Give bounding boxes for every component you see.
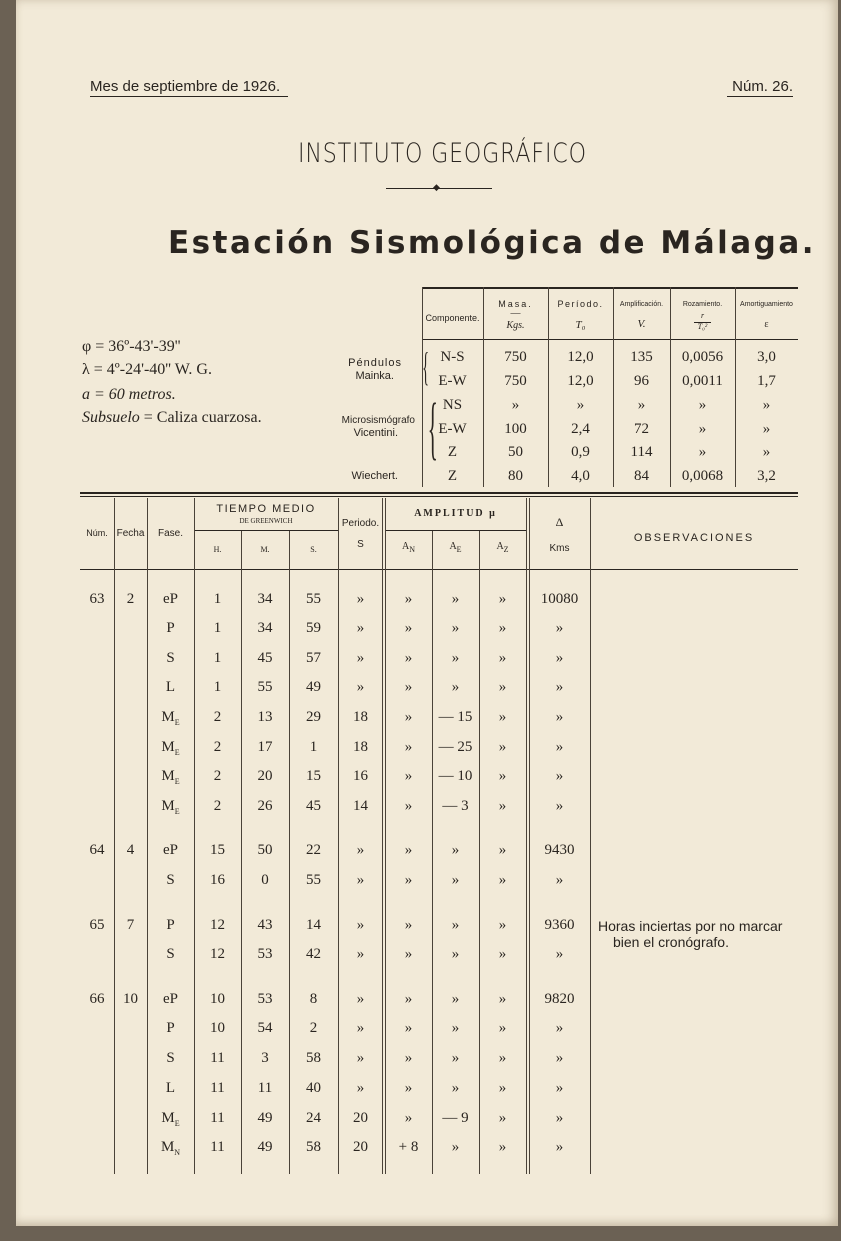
cell-per: » [356,872,365,888]
cell-per: 18 [353,739,368,755]
inst-cell-roz: » [698,397,707,413]
cell-m: 43 [257,917,273,933]
cell-s: 58 [306,1139,321,1155]
phase-label: eP [163,991,178,1007]
head-az [479,541,526,554]
phase-label: P [166,917,175,933]
instruments-top-rule [422,287,798,289]
inst-cell-ampl: 72 [634,421,649,437]
cell-an: » [404,650,413,666]
inst-cell-masa: 50 [508,444,523,460]
cell-h: 10 [210,991,225,1007]
cell-fecha: 4 [126,842,135,858]
phase-label: S [166,946,175,962]
cell-s: 15 [306,768,321,784]
group-wiechert: Wiechert. [351,470,398,482]
cell-s: 24 [306,1110,321,1126]
inst-head-ampl-sym: V. [637,318,646,330]
cell-per: 20 [353,1139,368,1155]
inst-cell-amort: » [762,444,771,460]
cell-delta: » [555,1050,564,1066]
cell-m: 13 [257,709,273,725]
cell-fase [147,872,194,889]
phase-label: M [160,1139,175,1155]
cell-ae: » [451,1050,460,1066]
observation-line1: Horas inciertas por no marcar [598,918,783,934]
cell-per: » [356,917,365,933]
cell-per: » [356,1020,365,1036]
longitude: λ = 4º-24'-40'' W. G. [82,361,212,378]
inst-cell-ampl: 96 [634,373,649,389]
cell-num: 64 [89,842,105,858]
phase-subscript: E [174,777,180,786]
cell-an: » [404,842,413,858]
cell-h: 2 [213,798,222,814]
cell-delta: 9360 [544,917,575,933]
cell-s: 55 [306,591,321,607]
cell-num: 63 [89,591,105,607]
cell-m: 20 [257,768,273,784]
group-pendulos: Péndulos [348,357,402,369]
cell-az: » [498,650,507,666]
cell-m: 49 [257,1110,273,1126]
cell-h: 2 [213,709,222,725]
cell-per: » [356,679,365,695]
cell-h: 2 [213,739,222,755]
cell-s: 45 [306,798,321,814]
cell-az: » [498,620,507,636]
cell-an: » [404,872,413,888]
head-m: M. [260,545,270,554]
head-ae-sub: E [456,545,462,554]
inst-cell-periodo: 2,4 [571,421,590,437]
cell-h: 1 [213,679,222,695]
cell-ae: » [451,1139,460,1155]
inst-cell-ampl: 84 [634,468,649,484]
inst-head-periodo: Período. [557,299,604,309]
cell-s: 1 [309,739,318,755]
cell-per: 16 [353,768,368,784]
cell-delta: » [555,1139,564,1155]
cell-m: 54 [257,1020,273,1036]
cell-an: » [404,768,413,784]
inst-cell-masa: 750 [504,349,527,365]
head-num: Núm. [86,528,108,538]
cell-h: 1 [213,591,222,607]
inst-cell-componente: E-W [438,373,467,389]
cell-s: 42 [306,946,321,962]
cell-m: 3 [261,1050,269,1066]
cell-delta: » [555,650,564,666]
cell-h: 11 [210,1080,225,1096]
cell-az: » [498,768,507,784]
cell-m: 55 [257,679,273,695]
cell-m: 34 [257,620,273,636]
cell-an: + 8 [398,1139,419,1155]
main-top-rule-thin [80,496,798,497]
phase-label: M [161,1110,175,1126]
tiempo-sub-rule [194,530,338,531]
inst-head-periodo-sym: T₀ [575,319,586,331]
cell-ae: » [451,679,460,695]
cell-s: 58 [306,1050,321,1066]
inst-head-masa-unit: Kgs. [506,320,525,331]
head-an-letter: A [401,541,410,552]
cell-per: » [356,1050,365,1066]
inst-head-masa-dash: — [510,308,521,319]
cell-s: 8 [309,991,318,1007]
cell-per: » [356,591,365,607]
phase-label: P [166,1020,175,1036]
cell-an: » [404,798,413,814]
cell-fase [147,798,194,816]
inst-cell-componente: N-S [440,349,465,365]
head-ae-letter: A [449,541,457,552]
phase-label: L [165,1080,176,1096]
cell-delta: » [555,739,564,755]
cell-delta: » [555,946,564,962]
subsoil [82,409,262,427]
cell-ae: » [451,842,460,858]
cell-an: » [404,1050,413,1066]
cell-az: » [498,1050,507,1066]
institute-title: INSTITUTO GEOGRÁFICO [298,138,587,169]
cell-s: 29 [306,709,321,725]
head-fecha: Fecha [116,528,145,539]
cell-fase [147,591,194,608]
head-h: H. [213,545,222,554]
cell-s: 22 [306,842,321,858]
inst-cell-periodo: 12,0 [567,373,594,389]
cell-delta: » [555,1110,564,1126]
head-periodo-s: S [357,539,364,550]
cell-fase [147,946,194,963]
phase-subscript: N [174,1148,181,1157]
cell-h: 1 [213,650,222,666]
cell-s: 55 [306,872,321,888]
inst-cell-ampl: 114 [630,444,653,460]
inst-cell-amort: 3,0 [757,349,776,365]
divider-ornament: ◆ [433,182,440,192]
cell-m: 49 [257,1139,273,1155]
cell-fase [147,679,194,696]
cell-ae: » [451,1020,460,1036]
cell-az: » [498,917,507,933]
cell-az: » [498,591,507,607]
cell-per: 14 [353,798,368,814]
cell-fase [147,1050,194,1067]
cell-delta: » [555,872,564,888]
inst-head-roz: Rozamiento. [682,301,723,308]
cell-az: » [498,679,507,695]
phase-label: S [166,650,175,666]
inst-cell-roz: 0,0068 [681,468,724,484]
cell-an: » [404,620,413,636]
head-tiempo: TIEMPO MEDIO [216,503,316,515]
cell-ae: — 25 [438,739,473,755]
inst-cell-roz: » [698,421,707,437]
cell-fase [147,650,194,667]
cell-m: 45 [257,650,273,666]
inst-cell-componente: Z [447,444,458,460]
phase-label: M [161,739,175,755]
cell-h: 16 [210,872,225,888]
cell-ae: — 3 [442,798,469,814]
main-vline [526,498,527,1174]
cell-ae: — 9 [442,1110,469,1126]
cell-num: 65 [89,917,105,933]
instruments-header-rule [422,339,798,340]
cell-s: 59 [306,620,321,636]
inst-cell-masa: » [511,397,520,413]
cell-fase [147,1080,194,1097]
cell-delta: » [555,798,564,814]
inst-cell-periodo: » [576,397,585,413]
cell-az: » [498,842,507,858]
cell-ae: » [451,650,460,666]
head-ae [432,541,479,554]
cell-az: » [498,1020,507,1036]
cell-s: 57 [306,650,321,666]
cell-h: 12 [210,917,225,933]
cell-az: » [498,1139,507,1155]
head-az-sub: Z [503,545,509,554]
inst-cell-periodo: 0,9 [571,444,590,460]
phase-label: S [166,1050,175,1066]
cell-az: » [498,739,507,755]
phase-label: eP [163,842,178,858]
cell-m: 26 [257,798,273,814]
cell-fase [147,991,194,1008]
cell-az: » [498,991,507,1007]
cell-delta: 9430 [544,842,575,858]
group-vicentini: Vicentini. [353,427,398,439]
cell-fase [147,768,194,786]
main-header-rule [80,569,798,570]
cell-an: » [404,991,413,1007]
inst-cell-componente: E-W [438,421,467,437]
cell-ae: — 10 [438,768,473,784]
issue-number: Núm. 26. [727,78,793,97]
inst-cell-roz: 0,0056 [681,349,724,365]
inst-head-roz-den: T₀² [697,322,708,331]
altitude: a = 60 metros. [82,386,176,403]
inst-cell-masa: 750 [504,373,527,389]
cell-fecha: 2 [126,591,135,607]
inst-head-ampl: Amplificación. [619,301,664,308]
phase-subscript: E [174,1119,180,1128]
inst-cell-componente: Z [447,468,458,484]
cell-h: 11 [210,1139,225,1155]
inst-head-roz-num: r [700,311,705,320]
cell-s: 49 [306,679,321,695]
cell-delta: » [555,679,564,695]
cell-delta: » [555,620,564,636]
inst-cell-amort: » [762,421,771,437]
cell-an: » [404,591,413,607]
cell-per: » [356,650,365,666]
cell-s: 40 [306,1080,321,1096]
amplitud-sub-rule [386,530,526,531]
head-greenwich: DE GREENWICH [239,517,293,525]
cell-delta: » [555,709,564,725]
cell-fecha: 7 [126,917,135,933]
inst-cell-ampl: » [637,397,646,413]
cell-per: » [356,946,365,962]
cell-fase [147,842,194,859]
inst-head-amort: Amortiguamiento [740,301,793,308]
inst-cell-amort: 1,7 [757,373,776,389]
cell-h: 10 [210,1020,225,1036]
subsoil-value: = Caliza cuarzosa. [139,409,262,426]
cell-h: 11 [210,1050,225,1066]
cell-h: 12 [210,946,225,962]
phase-label: P [166,620,175,636]
cell-m: 53 [257,946,273,962]
cell-ae: » [451,917,460,933]
cell-an: » [404,1080,413,1096]
inst-cell-roz: » [698,444,707,460]
cell-num: 66 [89,991,105,1007]
cell-az: » [498,709,507,725]
group-mainka: Mainka. [355,370,394,382]
cell-per: » [356,620,365,636]
cell-ae: » [451,620,460,636]
inst-cell-masa: 100 [504,421,527,437]
inst-cell-ampl: 135 [630,349,653,365]
inst-head-amort-sym: ε [764,319,769,330]
cell-ae: » [451,946,460,962]
cell-per: » [356,991,365,1007]
cell-ae: » [451,1080,460,1096]
phase-subscript: E [174,807,180,816]
month-header: Mes de septiembre de 1926. [90,78,288,97]
main-vline [590,498,591,1174]
phase-label: M [161,768,175,784]
cell-fase [147,1020,194,1037]
head-fase: Fase. [157,528,183,539]
cell-fecha: 10 [123,991,138,1007]
group-microsismografo: Microsismógrafo [341,415,415,426]
cell-per: » [356,842,365,858]
inst-cell-roz: 0,0011 [682,373,723,389]
cell-an: » [404,739,413,755]
group-brace: { [427,390,438,467]
inst-head-componente: Componente. [425,313,480,323]
head-amplitud: AMPLITUD μ [414,508,497,519]
head-az-letter: A [496,541,504,552]
cell-fase [147,917,194,934]
cell-h: 11 [210,1110,225,1126]
cell-an: » [404,679,413,695]
cell-m: 34 [257,591,273,607]
observation-line2: bien el cronógrafo. [613,934,729,950]
page [16,0,838,1226]
head-an-sub: N [409,545,415,554]
inst-head-masa: Masa. [498,299,533,309]
cell-an: » [404,1020,413,1036]
cell-s: 2 [309,1020,318,1036]
inst-cell-amort: 3,2 [757,468,776,484]
cell-m: 50 [257,842,273,858]
cell-s: 14 [306,917,321,933]
inst-cell-periodo: 12,0 [567,349,594,365]
head-periodo: Periodo. [341,518,380,529]
cell-az: » [498,946,507,962]
cell-az: » [498,872,507,888]
cell-ae: » [451,991,460,1007]
head-s: S. [310,545,317,554]
phase-subscript: E [174,748,180,757]
cell-fase [147,739,194,757]
head-kms: Kms [549,543,570,554]
phase-subscript: E [174,718,180,727]
cell-delta: 10080 [540,591,579,607]
subsoil-label: Subsuelo [82,409,140,426]
cell-az: » [498,1080,507,1096]
cell-per: 20 [353,1110,368,1126]
phase-label: M [161,709,175,725]
cell-an: » [404,946,413,962]
cell-per: » [356,1080,365,1096]
cell-delta: 9820 [544,991,575,1007]
cell-m: 11 [257,1080,273,1096]
cell-ae: » [451,872,460,888]
cell-delta: » [555,768,564,784]
cell-az: » [498,798,507,814]
group-brace: { [422,344,429,389]
inst-cell-periodo: 4,0 [571,468,590,484]
head-observaciones: OBSERVACIONES [633,532,755,544]
cell-per: 18 [353,709,368,725]
cell-an: » [404,1110,413,1126]
head-delta: Δ [555,515,564,529]
head-an [385,541,432,554]
cell-delta: » [555,1020,564,1036]
cell-ae: — 15 [438,709,473,725]
cell-ae: » [451,591,460,607]
phase-label: eP [163,591,178,607]
cell-m: 17 [257,739,273,755]
cell-h: 1 [213,620,222,636]
cell-fase [147,1139,194,1157]
cell-h: 2 [213,768,222,784]
cell-h: 15 [210,842,225,858]
cell-an: » [404,917,413,933]
phase-label: S [166,872,175,888]
cell-fase [147,709,194,727]
cell-fase [147,620,194,637]
latitude: φ = 36º-43'-39'' [82,338,181,355]
phase-label: M [161,798,175,814]
station-title: Estación Sismológica de Málaga. [168,225,817,261]
inst-cell-masa: 80 [508,468,523,484]
cell-delta: » [555,1080,564,1096]
inst-cell-componente: NS [442,397,463,413]
cell-m: 0 [261,872,269,888]
cell-fase [147,1110,194,1128]
main-top-rule [80,492,798,494]
cell-m: 53 [257,991,273,1007]
phase-label: L [165,679,176,695]
cell-an: » [404,709,413,725]
cell-az: » [498,1110,507,1126]
inst-cell-amort: » [762,397,771,413]
